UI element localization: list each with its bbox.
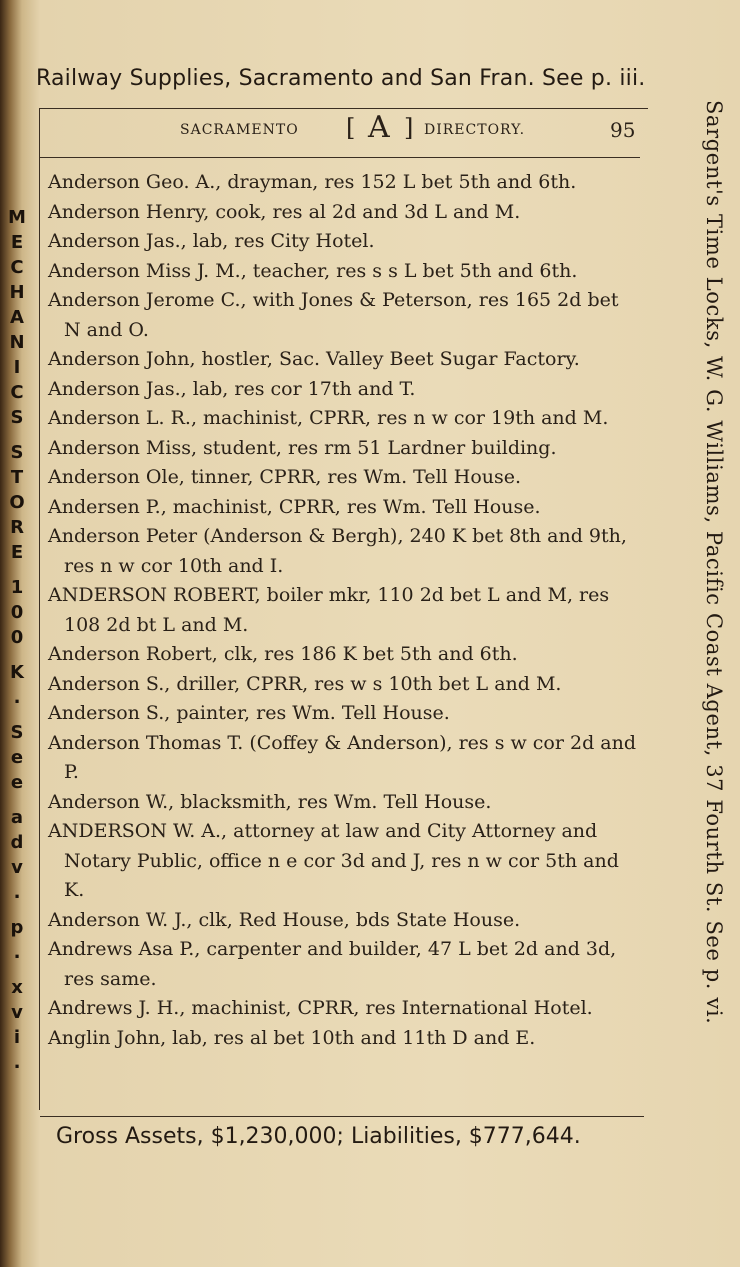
left-margin-word [4, 205, 30, 440]
left-margin-gap [4, 710, 30, 720]
header-section-letter: A [368, 110, 390, 145]
directory-entry: ANDERSON ROBERT, boiler mkr, 110 2d bet L and M, res 108 2d bt L and M. [48, 584, 610, 636]
left-margin-letter: d [10, 832, 24, 853]
left-margin-letter: i [13, 1027, 21, 1048]
bottom-rule [40, 1116, 644, 1117]
directory-entry: Anderson Ole, tinner, CPRR, res Wm. Tell House. [48, 466, 522, 488]
left-margin-letter: I [13, 357, 21, 378]
left-margin-letter [4, 650, 30, 660]
left-margin-stack [4, 205, 30, 1075]
directory-entry: Andrews J. H., machinist, CPRR, res International Hotel. [48, 997, 593, 1019]
left-margin-letter [4, 965, 30, 975]
left-margin-letter: A [10, 307, 24, 328]
directory-entry: Anderson W., blacksmith, res Wm. Tell House. [48, 790, 492, 813]
directory-entry: Anderson W. J., clk, Red House, bds State House. [48, 908, 521, 931]
directory-entry: ANDERSON W. A., attorney at law and City Attorney and Notary Public, office n e cor 3d and J, res n w cor 5th and K. [48, 820, 619, 901]
bottom-advertisement: Gross Assets, $1,230,000; Liabilities, $777,644. [56, 1124, 581, 1149]
left-margin-gap [4, 565, 30, 575]
directory-entry: Anderson Jas., lab, res City Hotel. [48, 230, 375, 252]
left-margin-letter: C [10, 382, 24, 403]
directory-entries [48, 168, 638, 1053]
left-margin-letter: H [9, 282, 25, 303]
left-margin-letter [4, 905, 30, 915]
left-margin-letter: S [10, 442, 24, 463]
directory-entry: Anderson Robert, clk, res 186 K bet 5th and 6th. [48, 643, 518, 665]
directory-entry: Anderson Geo. A., drayman, res 152 L bet 5th and 6th. [48, 171, 577, 193]
left-margin-letter: N [9, 332, 25, 353]
left-margin-letter: 0 [10, 627, 24, 648]
directory-entry: Andrews Asa P., carpenter and builder, 47 L bet 2d and 3d, res same. [48, 938, 617, 990]
left-margin-letter: . [13, 942, 21, 963]
directory-entry: Anderson S., painter, res Wm. Tell House. [48, 702, 450, 724]
left-margin-letter: e [10, 772, 24, 793]
left-margin-letter [4, 795, 30, 805]
left-margin-word [4, 440, 30, 575]
left-margin-letter: O [9, 492, 25, 513]
top-advertisement: Railway Supplies, Sacramento and San Fran. See p. iii. [36, 66, 646, 91]
left-margin-letter: 0 [10, 602, 24, 623]
header-directory: DIRECTORY. [424, 122, 526, 138]
directory-entry: Anderson Thomas T. (Coffey & Anderson), res s w cor 2d and P. [48, 731, 637, 783]
directory-entry: Anderson Jas., lab, res cor 17th and T. [48, 377, 416, 400]
left-margin-letter: R [10, 517, 24, 538]
directory-entry: Anderson Henry, cook, res al 2d and 3d L and M. [48, 200, 521, 223]
directory-entry: Anderson Miss, student, res rm 51 Lardner building. [48, 436, 557, 459]
directory-entry: Anderson S., driller, CPRR, res w s 10th bet L and M. [48, 672, 562, 695]
page-number: 95 [610, 118, 636, 142]
left-margin-letter: x [11, 977, 23, 998]
right-margin-text: Sargent's Time Locks, W. G. Williams, Pacific Coast Agent, 37 Fourth St. See p. vi. [702, 100, 726, 1025]
left-margin-word [4, 575, 30, 720]
top-rule [40, 108, 648, 109]
directory-entry: Anderson L. R., machinist, CPRR, res n w cor 19th and M. [48, 407, 609, 429]
header-city: SACRAMENTO [180, 122, 299, 138]
left-margin-letter: p [10, 917, 24, 938]
left-margin-letter: v [11, 1002, 23, 1023]
column-rule [39, 108, 40, 1110]
left-margin-letter: . [13, 882, 21, 903]
left-margin-letter: K [10, 662, 24, 683]
left-margin-advertisement [4, 205, 30, 1075]
left-margin-letter: e [10, 747, 24, 768]
left-margin-letter: . [13, 687, 21, 708]
left-margin-letter: . [13, 1052, 21, 1073]
directory-entry: Anderson Peter (Anderson & Bergh), 240 K bet 8th and 9th, res n w cor 10th and I. [48, 525, 627, 577]
left-margin-letter: S [10, 407, 24, 428]
left-margin-letter: E [10, 542, 24, 563]
left-margin-letter: E [10, 232, 24, 253]
directory-entry: Anderson Jerome C., with Jones & Peterson, res 165 2d bet N and O. [48, 289, 619, 341]
header-rule [40, 157, 640, 158]
header-bracket-right: ] [404, 114, 414, 142]
left-margin-word [4, 720, 30, 1075]
directory-entry: Andersen P., machinist, CPRR, res Wm. Tell House. [48, 495, 541, 518]
left-margin-letter: v [11, 857, 23, 878]
directory-entry: Anderson Miss J. M., teacher, res s s L bet 5th and 6th. [48, 259, 578, 282]
directory-entry: Anderson John, hostler, Sac. Valley Beet Sugar Factory. [48, 348, 580, 370]
left-margin-letter: T [10, 467, 24, 488]
left-margin-letter: 1 [10, 577, 24, 598]
running-header [40, 110, 648, 148]
left-margin-gap [4, 430, 30, 440]
left-margin-letter: C [10, 257, 24, 278]
directory-entry: Anglin John, lab, res al bet 10th and 11th D and E. [48, 1026, 536, 1049]
left-margin-letter: a [10, 807, 24, 828]
header-bracket-left: [ [346, 114, 356, 142]
left-margin-letter: S [10, 722, 24, 743]
left-margin-letter: M [8, 207, 26, 228]
